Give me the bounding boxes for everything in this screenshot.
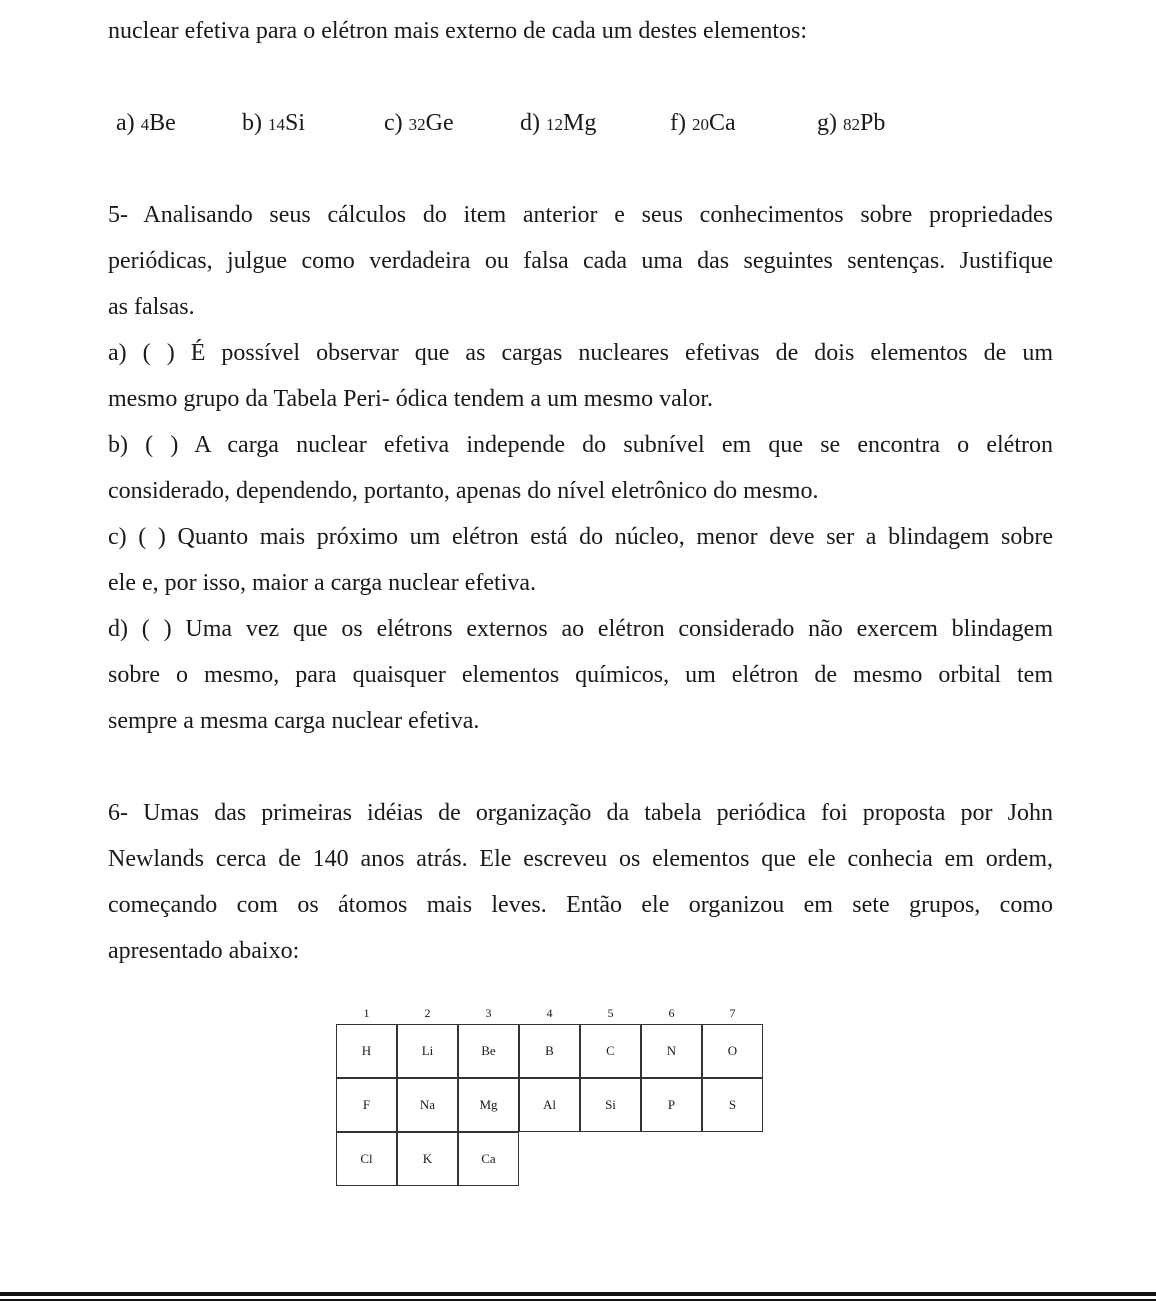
column-header: 4	[546, 1006, 553, 1020]
q5-prompt-line: periódicas, julgue como verdadeira ou falsa cada uma das seguintes sentenças. Justifique	[108, 248, 1053, 274]
column-header: 5	[607, 1006, 614, 1020]
table-cell: B	[519, 1024, 580, 1078]
table-cell: H	[336, 1024, 397, 1078]
page-divider	[0, 1292, 1156, 1296]
q5-statement-b-cont: considerado, dependendo, portanto, apenas do nível eletrônico do mesmo.	[108, 478, 819, 504]
table-cell: P	[641, 1078, 702, 1132]
page-divider	[0, 1299, 1156, 1301]
table-cell: Cl	[336, 1132, 397, 1186]
atomic-number: 12	[546, 115, 563, 134]
q6-text-line: apresentado abaixo:	[108, 938, 300, 964]
table-cell: S	[702, 1078, 763, 1132]
column-header: 6	[668, 1006, 675, 1020]
q5-statement-d-cont: sempre a mesma carga nuclear efetiva.	[108, 708, 480, 734]
q6-text-line: começando com os átomos mais leves. Então ele organizou em sete grupos, como	[108, 892, 1053, 918]
element-item	[670, 108, 736, 140]
table-cell: K	[397, 1132, 458, 1186]
q6-text-line: 6- Umas das primeiras idéias de organização da tabela periódica foi proposta por John	[108, 800, 1053, 826]
table-cell: N	[641, 1024, 702, 1078]
column-header: 1	[363, 1006, 370, 1020]
element-item	[242, 108, 305, 140]
atomic-number: 82	[843, 115, 860, 134]
q5-prompt-line: as falsas.	[108, 294, 195, 320]
atomic-number: 32	[408, 115, 426, 134]
q5-statement-d: d) ( ) Uma vez que os elétrons externos ao elétron considerado não exercem blindagem	[108, 616, 1053, 642]
table-cell: Na	[397, 1078, 458, 1132]
intro-line: nuclear efetiva para o elétron mais externo de cada um destes elementos:	[108, 18, 808, 44]
atomic-number: 14	[268, 115, 285, 134]
element-symbol: Ca	[708, 110, 736, 136]
element-symbol: Be	[149, 110, 176, 136]
element-label: f)	[670, 110, 692, 136]
q5-statement-a-cont: mesmo grupo da Tabela Peri- ódica tendem a um mesmo valor.	[108, 386, 714, 412]
table-cell: C	[580, 1024, 641, 1078]
column-header: 7	[729, 1006, 736, 1020]
table-cell: Al	[519, 1078, 580, 1132]
newlands-table	[336, 1004, 766, 1188]
q5-statement-b: b) ( ) A carga nuclear efetiva independe do subnível em que se encontra o elétron	[108, 432, 1053, 458]
element-symbol: Si	[285, 110, 306, 136]
table-cell: Si	[580, 1078, 641, 1132]
element-label: b)	[242, 110, 268, 136]
element-label: g)	[817, 110, 843, 136]
element-symbol: Pb	[860, 110, 886, 136]
q6-text-line: Newlands cerca de 140 anos atrás. Ele escreveu os elementos que ele conhecia em ordem,	[108, 846, 1053, 872]
element-symbol: Ge	[425, 110, 454, 136]
atomic-number: 4	[140, 115, 150, 134]
element-label: c)	[384, 110, 409, 136]
element-item	[520, 108, 596, 140]
q5-prompt-line: 5- Analisando seus cálculos do item anterior e seus conhecimentos sobre propriedades	[108, 202, 1053, 228]
column-header: 2	[424, 1006, 431, 1020]
column-header: 3	[485, 1006, 492, 1020]
table-cell: Be	[458, 1024, 519, 1078]
atomic-number: 20	[691, 115, 709, 134]
q5-statement-d-cont: sobre o mesmo, para quaisquer elementos químicos, um elétron de mesmo orbital tem	[108, 662, 1053, 688]
element-label: d)	[520, 110, 546, 136]
table-cell: O	[702, 1024, 763, 1078]
table-cell: Li	[397, 1024, 458, 1078]
table-cell: Mg	[458, 1078, 519, 1132]
table-cell: Ca	[458, 1132, 519, 1186]
element-symbol: Mg	[563, 110, 597, 136]
element-label: a)	[116, 110, 141, 136]
element-item	[817, 108, 885, 140]
q5-statement-c: c) ( ) Quanto mais próximo um elétron está do núcleo, menor deve ser a blindagem sobre	[108, 524, 1053, 550]
q5-statement-c-cont: ele e, por isso, maior a carga nuclear efetiva.	[108, 570, 537, 596]
element-item	[116, 108, 176, 140]
q5-statement-a: a) ( ) É possível observar que as cargas nucleares efetivas de dois elementos de um	[108, 340, 1053, 366]
table-cell: F	[336, 1078, 397, 1132]
element-item	[384, 108, 454, 140]
